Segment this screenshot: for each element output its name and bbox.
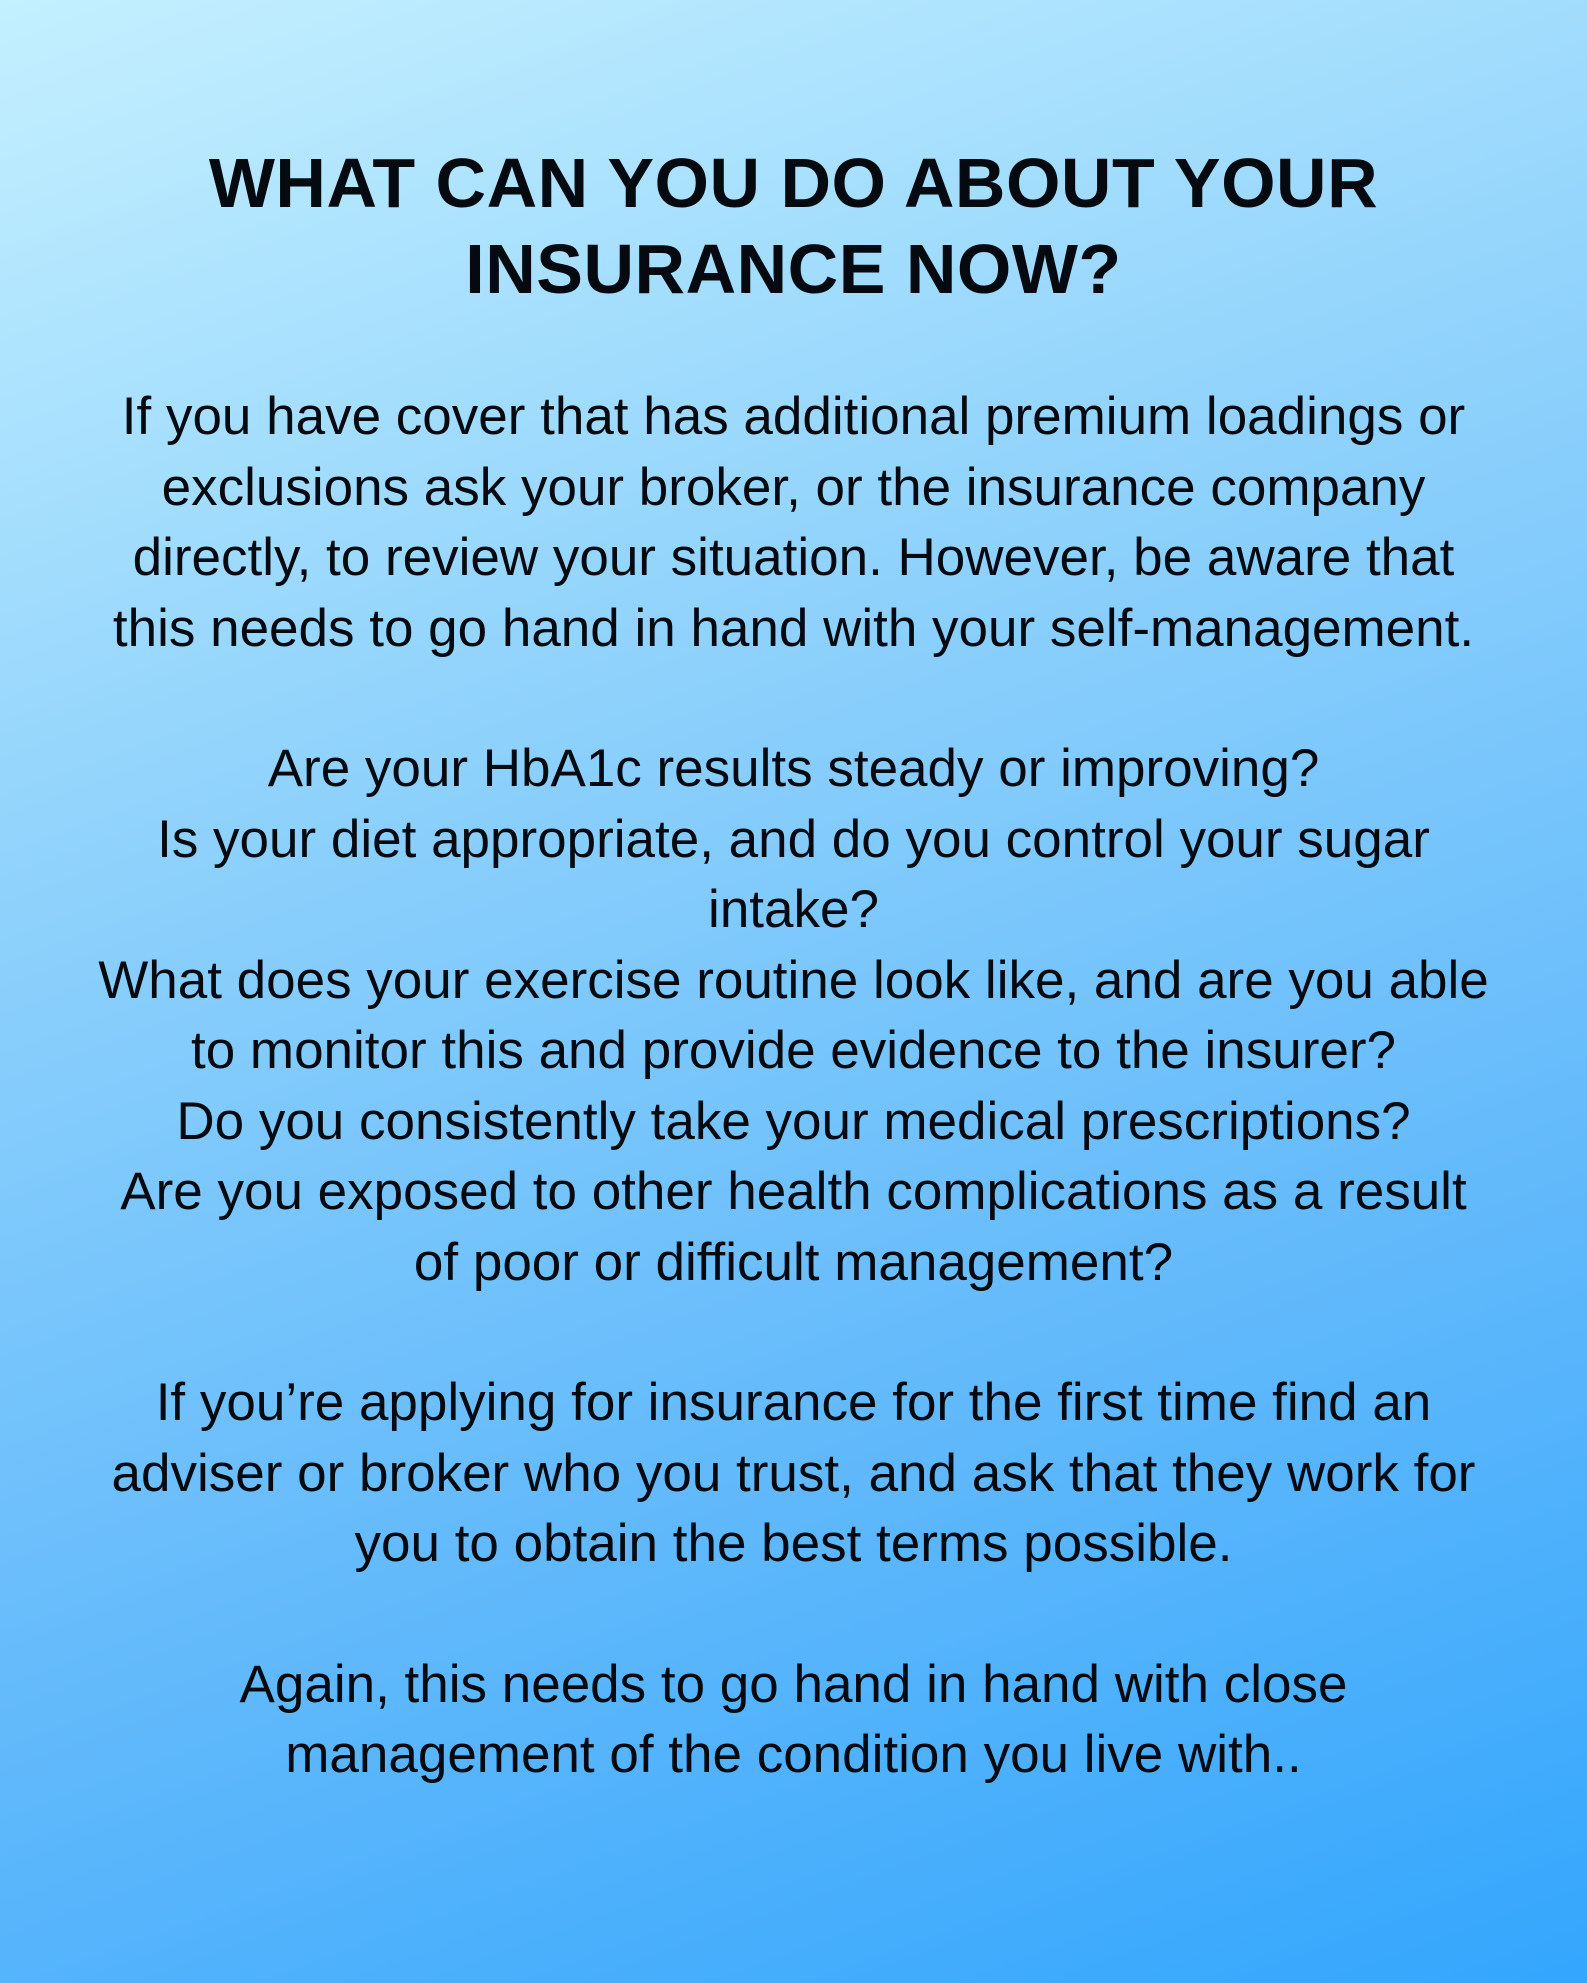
text-line: If you have cover that has additional premium loadings or — [121, 387, 1466, 446]
text-line: this needs to go hand in hand with your self-management. — [112, 598, 1475, 658]
text-line: you to obtain the best terms possible. — [354, 1514, 1233, 1573]
text-line: directly, to review your situation. However, be aware that — [132, 528, 1455, 587]
text-line: If you’re applying for insurance for the first time find an — [155, 1373, 1432, 1432]
text-line: Are your HbA1c results steady or improving? — [267, 739, 1320, 798]
questions-paragraph — [55, 734, 1532, 1298]
page-title-line: WHAT CAN YOU DO ABOUT YOUR — [208, 144, 1379, 222]
text-line: exclusions ask your broker, or the insurance company — [161, 457, 1426, 517]
text-line: of poor or difficult management? — [413, 1232, 1174, 1292]
text-line: intake? — [708, 880, 879, 939]
page-title — [55, 140, 1532, 312]
first-time-paragraph — [55, 1368, 1532, 1580]
intro-paragraph — [55, 382, 1532, 664]
text-line: Do you consistently take your medical prescriptions? — [176, 1091, 1411, 1151]
text-line: Are you exposed to other health complications as a result — [120, 1162, 1467, 1221]
page-title-line: INSURANCE NOW? — [465, 230, 1122, 308]
text-line: Is your diet appropriate, and do you control your sugar — [157, 809, 1430, 869]
text-line: Again, this needs to go hand in hand with close — [239, 1654, 1348, 1714]
text-line: What does your exercise routine look like, and are you able — [98, 950, 1489, 1010]
text-line: to monitor this and provide evidence to the insurer? — [191, 1021, 1396, 1080]
text-line: adviser or broker who you trust, and ask that they work for — [111, 1443, 1476, 1503]
closing-paragraph — [55, 1650, 1532, 1791]
text-line: management of the condition you live with.. — [285, 1725, 1302, 1784]
